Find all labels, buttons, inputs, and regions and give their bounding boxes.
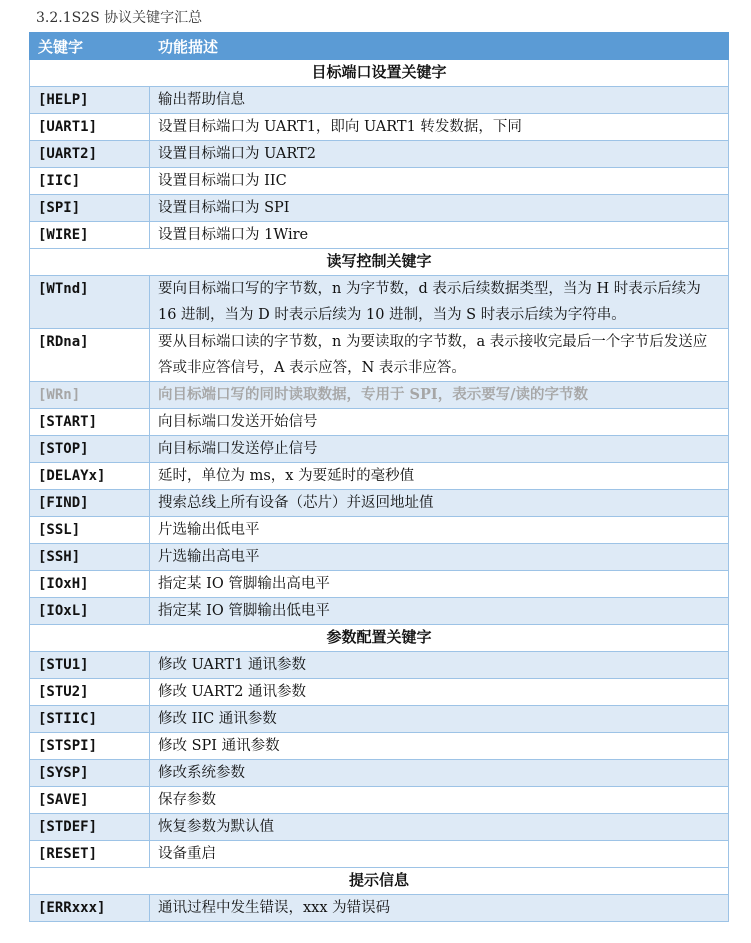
keyword-cell: [STSPI] xyxy=(30,733,150,760)
section-row xyxy=(30,60,729,87)
keyword-cell: [WIRE] xyxy=(30,222,150,249)
keyword-cell: [STIIC] xyxy=(30,706,150,733)
table-row xyxy=(30,571,729,598)
keyword-cell: [STU2] xyxy=(30,679,150,706)
table-row xyxy=(30,598,729,625)
description-cell: 修改 UART1 通讯参数 xyxy=(150,652,729,679)
description-cell: 指定某 IO 管脚输出高电平 xyxy=(150,571,729,598)
table-row xyxy=(30,222,729,249)
description-cell: 恢复参数为默认值 xyxy=(150,814,729,841)
description-cell: 通讯过程中发生错误，xxx 为错误码 xyxy=(150,895,729,922)
description-cell: 设置目标端口为 UART1，即向 UART1 转发数据，下同 xyxy=(150,114,729,141)
table-row xyxy=(30,490,729,517)
section-title: 提示信息 xyxy=(30,868,729,895)
keyword-cell: [IIC] xyxy=(30,168,150,195)
keyword-cell: [WRn] xyxy=(30,382,150,409)
keyword-cell: [UART2] xyxy=(30,141,150,168)
table-row xyxy=(30,114,729,141)
description-cell: 修改 UART2 通讯参数 xyxy=(150,679,729,706)
keyword-table xyxy=(29,32,729,922)
description-cell: 修改 IIC 通讯参数 xyxy=(150,706,729,733)
table-row xyxy=(30,436,729,463)
keyword-cell: [SYSP] xyxy=(30,760,150,787)
table-row xyxy=(30,168,729,195)
table-row xyxy=(30,517,729,544)
keyword-cell: [START] xyxy=(30,409,150,436)
description-cell: 片选输出低电平 xyxy=(150,517,729,544)
table-row xyxy=(30,463,729,490)
description-cell: 设备重启 xyxy=(150,841,729,868)
section-title: 读写控制关键字 xyxy=(30,249,729,276)
table-row xyxy=(30,814,729,841)
table-row xyxy=(30,733,729,760)
description-cell: 要向目标端口写的字节数，n 为字节数，d 表示后续数据类型，当为 H 时表示后续为 16 进制，当为 D 时表示后续为 10 进制，当为 S 时表示后续为字符串。 xyxy=(150,276,729,329)
table-row xyxy=(30,87,729,114)
keyword-cell: [FIND] xyxy=(30,490,150,517)
description-cell: 要从目标端口读的字节数，n 为要读取的字节数，a 表示接收完最后一个字节后发送应答或非应答信号，A 表示应答，N 表示非应答。 xyxy=(150,329,729,382)
table-row xyxy=(30,895,729,922)
keyword-cell: [RDna] xyxy=(30,329,150,382)
description-cell: 修改 SPI 通讯参数 xyxy=(150,733,729,760)
keyword-cell: [IOxL] xyxy=(30,598,150,625)
description-cell: 输出帮助信息 xyxy=(150,87,729,114)
table-row xyxy=(30,706,729,733)
table-row xyxy=(30,652,729,679)
section-row xyxy=(30,868,729,895)
header-description: 功能描述 xyxy=(150,33,729,60)
keyword-cell: [SSL] xyxy=(30,517,150,544)
keyword-cell: [ERRxxx] xyxy=(30,895,150,922)
keyword-cell: [IOxH] xyxy=(30,571,150,598)
description-cell: 设置目标端口为 1Wire xyxy=(150,222,729,249)
table-header-row xyxy=(30,33,729,60)
description-cell: 设置目标端口为 UART2 xyxy=(150,141,729,168)
description-cell: 延时，单位为 ms，x 为要延时的毫秒值 xyxy=(150,463,729,490)
table-row xyxy=(30,382,729,409)
table-row xyxy=(30,329,729,382)
description-cell: 向目标端口发送停止信号 xyxy=(150,436,729,463)
table-row xyxy=(30,544,729,571)
keyword-cell: [STOP] xyxy=(30,436,150,463)
description-cell: 修改系统参数 xyxy=(150,760,729,787)
table-row xyxy=(30,679,729,706)
header-keyword: 关键字 xyxy=(30,33,150,60)
keyword-cell: [STDEF] xyxy=(30,814,150,841)
table-row xyxy=(30,787,729,814)
keyword-cell: [DELAYx] xyxy=(30,463,150,490)
section-heading: 3.2.1S2S 协议关键字汇总 xyxy=(36,10,203,26)
table-row xyxy=(30,141,729,168)
section-title: 目标端口设置关键字 xyxy=(30,60,729,87)
description-cell: 搜索总线上所有设备（芯片）并返回地址值 xyxy=(150,490,729,517)
keyword-cell: [UART1] xyxy=(30,114,150,141)
section-title: 参数配置关键字 xyxy=(30,625,729,652)
table-row xyxy=(30,276,729,329)
table-body xyxy=(30,60,729,922)
description-cell: 向目标端口写的同时读取数据，专用于 SPI，表示要写/读的字节数 xyxy=(150,382,729,409)
description-cell: 保存参数 xyxy=(150,787,729,814)
keyword-cell: [SAVE] xyxy=(30,787,150,814)
table-row xyxy=(30,195,729,222)
description-cell: 指定某 IO 管脚输出低电平 xyxy=(150,598,729,625)
description-cell: 设置目标端口为 SPI xyxy=(150,195,729,222)
description-cell: 片选输出高电平 xyxy=(150,544,729,571)
table-row xyxy=(30,760,729,787)
keyword-cell: [STU1] xyxy=(30,652,150,679)
section-row xyxy=(30,249,729,276)
keyword-cell: [HELP] xyxy=(30,87,150,114)
keyword-cell: [SPI] xyxy=(30,195,150,222)
description-cell: 向目标端口发送开始信号 xyxy=(150,409,729,436)
keyword-cell: [SSH] xyxy=(30,544,150,571)
table-row xyxy=(30,841,729,868)
keyword-cell: [RESET] xyxy=(30,841,150,868)
section-row xyxy=(30,625,729,652)
keyword-cell: [WTnd] xyxy=(30,276,150,329)
table-row xyxy=(30,409,729,436)
description-cell: 设置目标端口为 IIC xyxy=(150,168,729,195)
